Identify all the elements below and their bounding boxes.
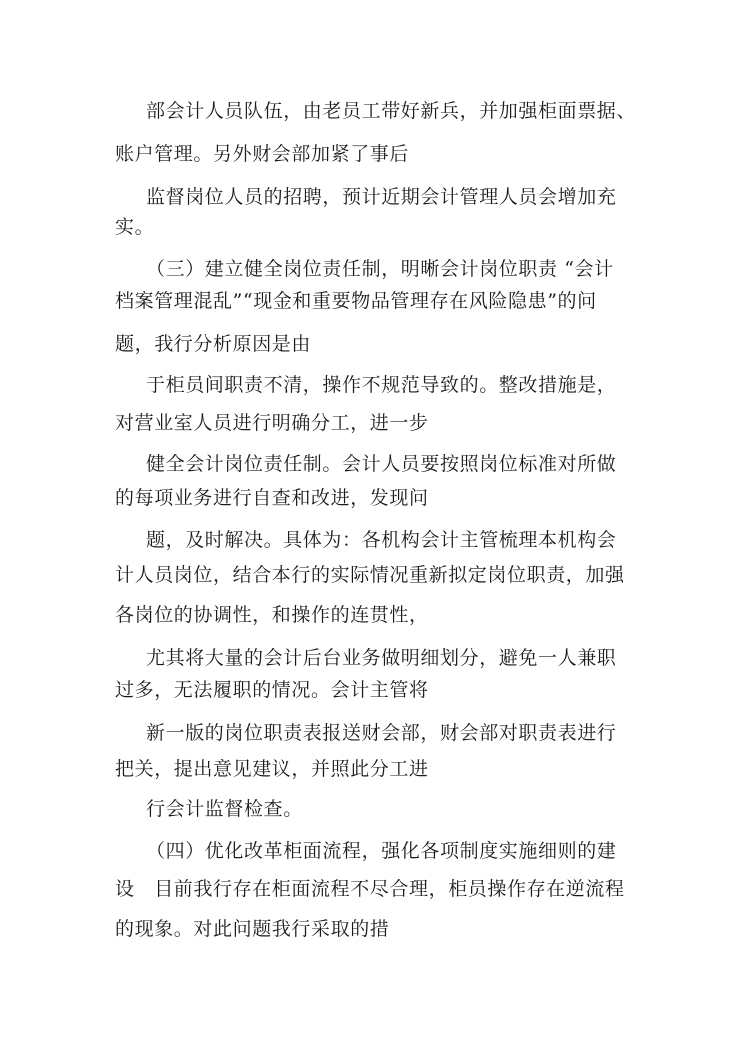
text-line: 尤其将大量的会计后台业务做明细划分，避免一人兼职 bbox=[146, 647, 617, 669]
text-line: 题，我行分析原因是由 bbox=[115, 333, 312, 355]
text-line: 计人员岗位，结合本行的实际情况重新拟定岗位职责，加强 bbox=[115, 564, 625, 586]
text-line: 题，及时解决。具体为：各机构会计主管梳理本机构会 bbox=[146, 529, 617, 551]
text-line: 各岗位的协调性，和操作的连贯性， bbox=[115, 604, 429, 626]
text-line: 的现象。对此问题我行采取的措 bbox=[115, 918, 390, 940]
text-line: 实。 bbox=[115, 216, 155, 238]
text-line: 新一版的岗位职责表报送财会部，财会部对职责表进行 bbox=[146, 722, 617, 744]
text-line: 部会计人员队伍，由老员工带好新兵，并加强柜面票据、 bbox=[146, 100, 637, 122]
text-line: 于柜员间职责不清，操作不规范导致的。整改措施是， bbox=[146, 374, 617, 396]
text-line: 健全会计岗位责任制。会计人员要按照岗位标准对所做 bbox=[146, 453, 617, 475]
text-line: 过多，无法履职的情况。会计主管将 bbox=[115, 679, 429, 701]
text-line: 对营业室人员进行明确分工，进一步 bbox=[115, 412, 429, 434]
text-line: 把关，提出意见建议，并照此分工进 bbox=[115, 758, 429, 780]
text-line: 的每项业务进行自查和改进，发现问 bbox=[115, 487, 429, 509]
text-line: 账户管理。另外财会部加紧了事后 bbox=[115, 143, 410, 165]
text-line: 行会计监督检查。 bbox=[146, 798, 303, 820]
text-line: 设 目前我行存在柜面流程不尽合理，柜员操作存在逆流程 bbox=[115, 878, 625, 900]
text-line: 档案管理混乱”“现金和重要物品管理存在风险隐患”的问 bbox=[115, 290, 597, 312]
text-line: 监督岗位人员的招聘，预计近期会计管理人员会增加充 bbox=[146, 186, 617, 208]
section-heading-4: （四）优化改革柜面流程，强化各项制度实施细则的建 bbox=[146, 840, 617, 862]
section-heading-3: （三）建立健全岗位责任制，明晰会计岗位职责 “会计 bbox=[146, 258, 614, 280]
